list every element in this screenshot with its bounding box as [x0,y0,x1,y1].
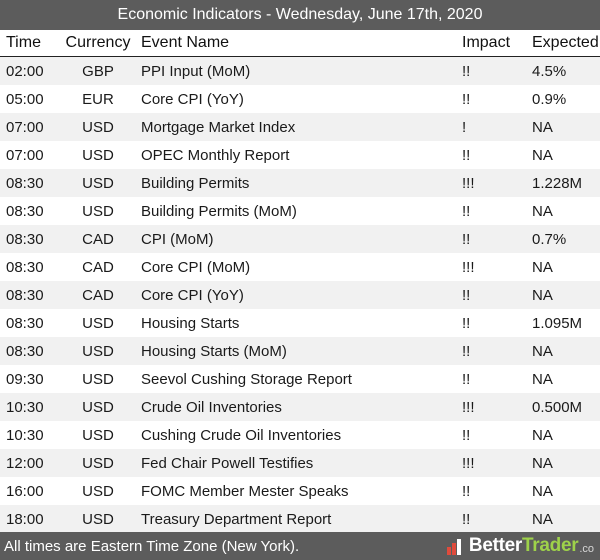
cell-event: Mortgage Market Index [141,118,296,136]
cell-impact: !! [462,510,471,528]
cell-event: Cushing Crude Oil Inventories [141,426,342,444]
cell-time: 07:00 [6,146,44,164]
cell-currency: GBP [82,62,114,80]
cell-time: 05:00 [6,90,44,108]
cell-impact: !! [462,230,471,248]
cell-expected: NA [532,286,553,304]
header-currency: Currency [61,30,135,57]
table-row [0,421,600,449]
cell-time: 08:30 [6,258,44,276]
cell-time: 18:00 [6,510,44,528]
timezone-note: All times are Eastern Time Zone (New York). [4,537,300,555]
cell-expected: NA [532,426,553,444]
cell-impact: !!! [462,398,475,416]
table-row [0,309,600,337]
cell-impact: !! [462,314,471,332]
table-row [0,281,600,309]
table-row [0,477,600,505]
cell-currency: USD [82,342,114,360]
cell-time: 07:00 [6,118,44,136]
cell-expected: 0.7% [532,230,567,248]
cell-expected: NA [532,202,553,220]
cell-currency: USD [82,174,114,192]
cell-event: Fed Chair Powell Testifies [141,454,314,472]
table-body [0,57,600,534]
table-row [0,337,600,365]
cell-event: Building Permits [141,174,250,192]
bar-chart-icon [447,537,465,555]
cell-currency: USD [82,202,114,220]
brand-name-part2: Trader [522,535,579,556]
table-row [0,113,600,141]
cell-event: Housing Starts (MoM) [141,342,287,360]
cell-time: 08:30 [6,230,44,248]
cell-impact: ! [462,118,467,136]
table-row [0,141,600,169]
cell-currency: EUR [82,90,114,108]
cell-impact: !! [462,202,471,220]
cell-currency: USD [82,398,114,416]
brand-name-part1: Better [468,535,523,556]
brand-suffix: .co [579,543,594,555]
cell-impact: !! [462,482,471,500]
cell-time: 08:30 [6,202,44,220]
header-impact: Impact [456,30,532,57]
cell-currency: USD [82,510,114,528]
cell-currency: CAD [82,286,114,304]
cell-currency: USD [82,314,114,332]
cell-time: 09:30 [6,370,44,388]
cell-event: Core CPI (MoM) [141,258,251,276]
table-row [0,365,600,393]
cell-currency: USD [82,454,114,472]
cell-expected: NA [532,454,553,472]
cell-event: OPEC Monthly Report [141,146,290,164]
cell-impact: !! [462,146,471,164]
cell-impact: !! [462,62,471,80]
cell-currency: CAD [82,258,114,276]
cell-event: Core CPI (YoY) [141,90,244,108]
cell-impact: !! [462,370,471,388]
cell-expected: 1.228M [532,174,583,192]
cell-expected: NA [532,118,553,136]
cell-event: Seevol Cushing Storage Report [141,370,352,388]
brand-logo [447,535,600,557]
cell-time: 12:00 [6,454,44,472]
table-row [0,393,600,421]
cell-expected: NA [532,370,553,388]
table-row [0,85,600,113]
table-row [0,57,600,86]
table-row [0,225,600,253]
cell-event: PPI Input (MoM) [141,62,251,80]
cell-impact: !! [462,90,471,108]
cell-time: 10:30 [6,426,44,444]
cell-expected: 0.500M [532,398,583,416]
page-title: Economic Indicators - Wednesday, June 17th, 2020 [0,0,600,30]
cell-event: Building Permits (MoM) [141,202,297,220]
table-row [0,197,600,225]
cell-impact: !! [462,426,471,444]
cell-time: 08:30 [6,174,44,192]
header-expected: Expected [532,30,600,57]
footer [0,532,600,560]
cell-expected: NA [532,342,553,360]
cell-currency: USD [82,118,114,136]
cell-expected: NA [532,258,553,276]
cell-currency: CAD [82,230,114,248]
cell-impact: !!! [462,174,475,192]
cell-time: 02:00 [6,62,44,80]
indicators-table [0,30,600,533]
cell-impact: !! [462,342,471,360]
cell-expected: 1.095M [532,314,583,332]
cell-event: Crude Oil Inventories [141,398,282,416]
cell-impact: !!! [462,454,475,472]
cell-event: Core CPI (YoY) [141,286,244,304]
cell-expected: NA [532,482,553,500]
cell-currency: USD [82,370,114,388]
table-row [0,505,600,533]
cell-time: 10:30 [6,398,44,416]
cell-time: 08:30 [6,314,44,332]
cell-time: 08:30 [6,286,44,304]
cell-expected: 0.9% [532,90,567,108]
cell-event: Housing Starts [141,314,240,332]
cell-currency: USD [82,146,114,164]
cell-currency: USD [82,426,114,444]
table-row [0,169,600,197]
cell-expected: 4.5% [532,62,567,80]
table-header-row [0,30,600,57]
cell-expected: NA [532,510,553,528]
table-row [0,253,600,281]
cell-impact: !!! [462,258,475,276]
header-event: Event Name [135,30,456,57]
cell-event: FOMC Member Mester Speaks [141,482,349,500]
cell-impact: !! [462,286,471,304]
table-row [0,449,600,477]
cell-event: Treasury Department Report [141,510,332,528]
cell-time: 08:30 [6,342,44,360]
header-time: Time [0,30,61,57]
cell-currency: USD [82,482,114,500]
cell-event: CPI (MoM) [141,230,214,248]
cell-expected: NA [532,146,553,164]
cell-time: 16:00 [6,482,44,500]
